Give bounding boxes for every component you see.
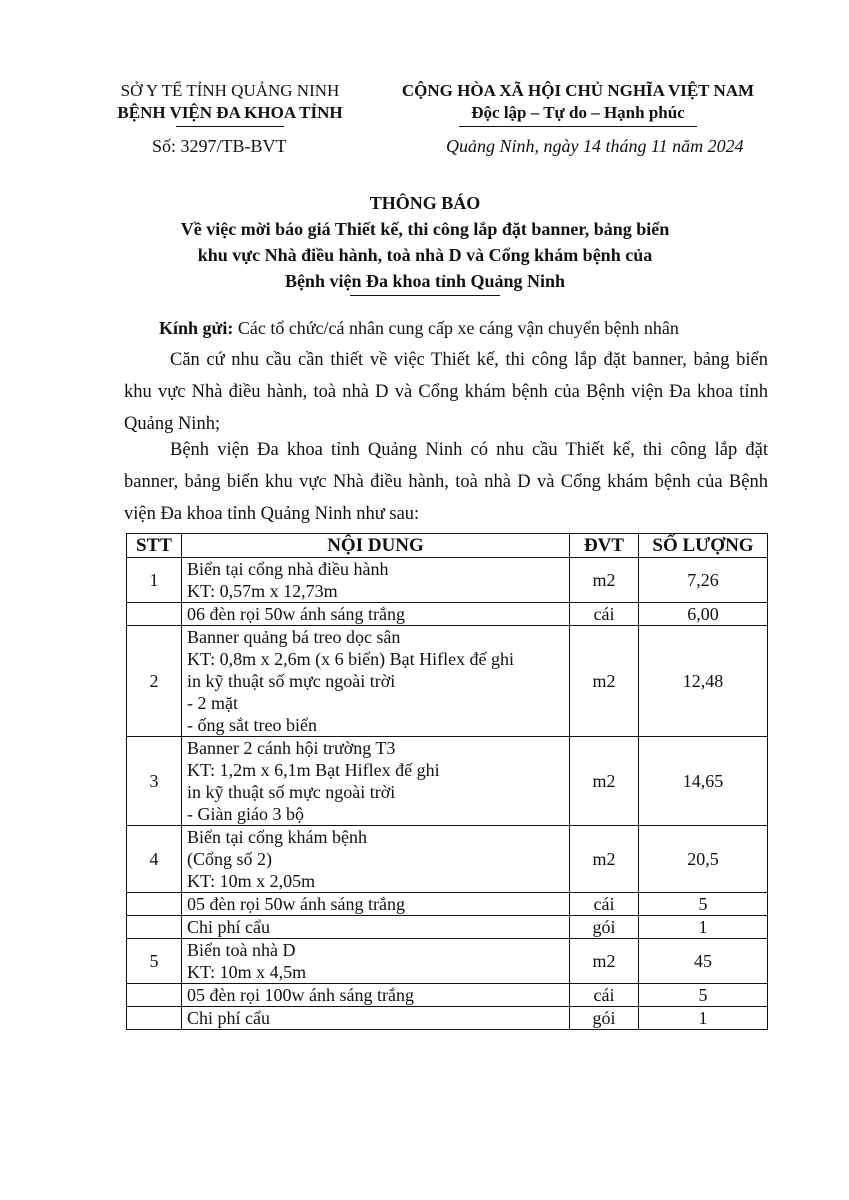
cell-content bbox=[182, 826, 570, 893]
title-line-2: khu vực Nhà điều hành, toà nhà D và Cổng khám bệnh của bbox=[197, 245, 653, 265]
cell-stt bbox=[127, 916, 182, 939]
document-number: Số: 3297/TB-BVT bbox=[152, 136, 287, 156]
content-line: (Cổng số 2) bbox=[187, 849, 272, 869]
recipient-line bbox=[159, 318, 679, 339]
table-row bbox=[127, 626, 768, 737]
content-line: 05 đèn rọi 50w ánh sáng trắng bbox=[187, 894, 405, 914]
cell-content bbox=[182, 626, 570, 737]
cell-qty: 5 bbox=[639, 893, 768, 916]
cell-content bbox=[182, 603, 570, 626]
paragraph-basis: Căn cứ nhu cầu cần thiết về việc Thiết kế, thi công lắp đặt banner, bảng biển khu vực Nhà điều hành, toà nhà D và Cổng khám bệnh của Bệnh viện Đa khoa tỉnh Quảng Ninh; bbox=[124, 350, 768, 434]
content-line: KT: 10m x 4,5m bbox=[187, 962, 307, 982]
org-line-2: BỆNH VIỆN ĐA KHOA TỈNH bbox=[117, 103, 343, 122]
cell-content bbox=[182, 1007, 570, 1030]
content-line: - ống sắt treo biển bbox=[187, 715, 317, 735]
items-table bbox=[126, 533, 768, 1030]
cell-unit: gói bbox=[570, 916, 639, 939]
cell-stt: 3 bbox=[127, 737, 182, 826]
nation-line-2: Độc lập – Tự do – Hạnh phúc bbox=[471, 103, 685, 122]
title-line-1: Về việc mời báo giá Thiết kế, thi công lắp đặt banner, bảng biển bbox=[180, 219, 670, 239]
content-line: 06 đèn rọi 50w ánh sáng trắng bbox=[187, 604, 405, 624]
org-line-1: SỞ Y TẾ TỈNH QUẢNG NINH bbox=[120, 81, 340, 100]
issuing-organization bbox=[90, 80, 370, 127]
table-row bbox=[127, 916, 768, 939]
cell-stt: 5 bbox=[127, 939, 182, 984]
cell-qty: 20,5 bbox=[639, 826, 768, 893]
content-line: KT: 1,2m x 6,1m Bạt Hiflex đế ghi bbox=[187, 760, 440, 780]
recipient-label: Kính gửi: bbox=[159, 318, 234, 338]
content-line: in kỹ thuật số mực ngoài trời bbox=[187, 671, 396, 691]
content-line: Chi phí cẩu bbox=[187, 917, 270, 937]
cell-unit: m2 bbox=[570, 737, 639, 826]
content-line: - 2 mặt bbox=[187, 693, 238, 713]
table-row bbox=[127, 826, 768, 893]
content-line: Chi phí cẩu bbox=[187, 1008, 270, 1028]
table-row bbox=[127, 737, 768, 826]
cell-content bbox=[182, 939, 570, 984]
table-row bbox=[127, 558, 768, 603]
cell-unit: cái bbox=[570, 893, 639, 916]
title-heading: THÔNG BÁO bbox=[369, 193, 481, 213]
content-line: - Giàn giáo 3 bộ bbox=[187, 804, 304, 824]
table-row bbox=[127, 984, 768, 1007]
cell-unit: cái bbox=[570, 603, 639, 626]
content-line: Biển toà nhà D bbox=[187, 940, 296, 960]
nation-line-1: CỘNG HÒA XÃ HỘI CHỦ NGHĨA VIỆT NAM bbox=[401, 81, 755, 100]
content-line: Banner 2 cánh hội trường T3 bbox=[187, 738, 396, 758]
content-line: Biển tại cổng khám bệnh bbox=[187, 827, 367, 847]
header-qty: SỐ LƯỢNG bbox=[639, 534, 768, 558]
place-date: Quảng Ninh, ngày 14 tháng 11 năm 2024 bbox=[446, 136, 744, 156]
cell-stt: 1 bbox=[127, 558, 182, 603]
cell-unit: gói bbox=[570, 1007, 639, 1030]
header-content: NỘI DUNG bbox=[182, 534, 570, 558]
content-line: 05 đèn rọi 100w ánh sáng trắng bbox=[187, 985, 414, 1005]
content-line: Banner quảng bá treo dọc sân bbox=[187, 627, 401, 647]
cell-qty: 6,00 bbox=[639, 603, 768, 626]
title-line-3: Bệnh viện Đa khoa tỉnh Quảng Ninh bbox=[284, 271, 566, 291]
national-motto bbox=[378, 80, 778, 127]
table-row bbox=[127, 893, 768, 916]
cell-unit: m2 bbox=[570, 626, 639, 737]
cell-unit: cái bbox=[570, 984, 639, 1007]
cell-qty: 12,48 bbox=[639, 626, 768, 737]
paragraph-request: Bệnh viện Đa khoa tỉnh Quảng Ninh có nhu cầu Thiết kế, thi công lắp đặt banner, bảng biển khu vực Nhà điều hành, toà nhà D và Cổng khám bệnh của Bệnh viện Đa khoa tỉnh Quảng Ninh như sau: bbox=[124, 440, 768, 524]
motto-underline bbox=[459, 126, 697, 127]
org-underline bbox=[176, 126, 284, 127]
cell-stt bbox=[127, 1007, 182, 1030]
cell-stt: 4 bbox=[127, 826, 182, 893]
table-header-row bbox=[127, 534, 768, 558]
table-body bbox=[127, 558, 768, 1030]
cell-qty: 1 bbox=[639, 916, 768, 939]
cell-qty: 5 bbox=[639, 984, 768, 1007]
cell-qty: 1 bbox=[639, 1007, 768, 1030]
cell-unit: m2 bbox=[570, 939, 639, 984]
cell-stt bbox=[127, 603, 182, 626]
cell-stt bbox=[127, 984, 182, 1007]
cell-content bbox=[182, 737, 570, 826]
cell-unit: m2 bbox=[570, 558, 639, 603]
cell-content bbox=[182, 984, 570, 1007]
cell-content bbox=[182, 893, 570, 916]
cell-unit: m2 bbox=[570, 826, 639, 893]
notice-title bbox=[100, 190, 750, 296]
cell-qty: 14,65 bbox=[639, 737, 768, 826]
cell-qty: 7,26 bbox=[639, 558, 768, 603]
content-line: KT: 0,8m x 2,6m (x 6 biển) Bạt Hiflex đế ghi bbox=[187, 649, 515, 669]
cell-content bbox=[182, 558, 570, 603]
table-row bbox=[127, 603, 768, 626]
cell-qty: 45 bbox=[639, 939, 768, 984]
title-underline bbox=[350, 295, 500, 296]
header-unit: ĐVT bbox=[570, 534, 639, 558]
cell-stt: 2 bbox=[127, 626, 182, 737]
cell-stt bbox=[127, 893, 182, 916]
content-line: KT: 10m x 2,05m bbox=[187, 871, 316, 891]
cell-content bbox=[182, 916, 570, 939]
table-row bbox=[127, 1007, 768, 1030]
content-line: Biển tại cổng nhà điều hành bbox=[187, 559, 389, 579]
recipient-text: Các tổ chức/cá nhân cung cấp xe cáng vận chuyển bệnh nhân bbox=[233, 318, 679, 338]
header-stt: STT bbox=[127, 534, 182, 558]
content-line: in kỹ thuật số mực ngoài trời bbox=[187, 782, 396, 802]
content-line: KT: 0,57m x 12,73m bbox=[187, 581, 338, 601]
table-row bbox=[127, 939, 768, 984]
